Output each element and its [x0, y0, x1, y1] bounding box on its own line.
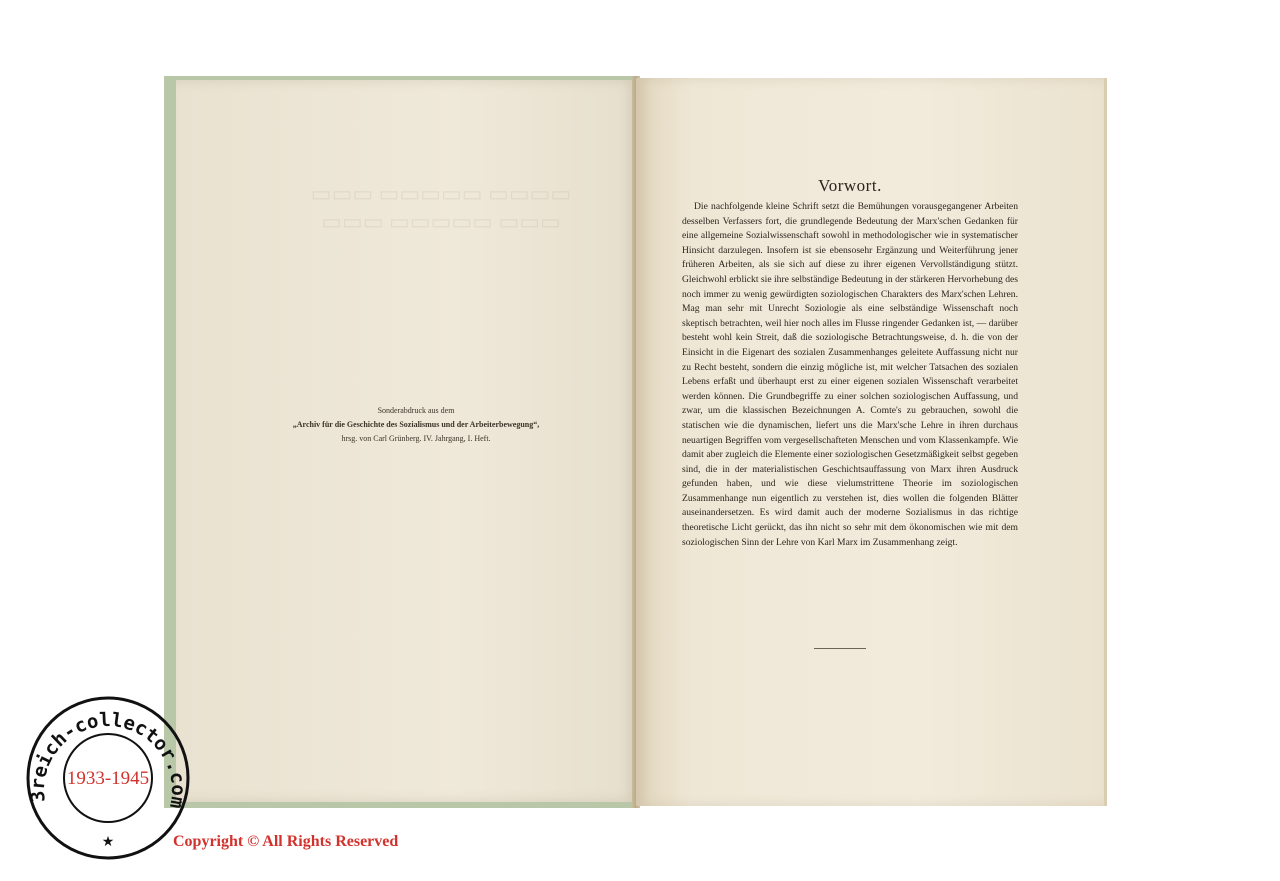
offprint-imprint — [216, 404, 616, 446]
imprint-line-3: hrsg. von Carl Grünberg. IV. Jahrgang, I. Heft. — [341, 434, 491, 443]
stamp-star-icon: ★ — [101, 835, 115, 850]
copyright-notice: Copyright © All Rights Reserved — [173, 833, 399, 850]
closing-rule — [814, 648, 866, 649]
bleed-through-text: ▭▭▭ ▭▭▭▭▭ ▭▭▭▭ ▭▭▭ ▭▭▭▭▭ ▭▭▭ — [310, 181, 572, 234]
imprint-line-1: Sonderabdruck aus dem — [377, 406, 455, 415]
collector-stamp — [24, 694, 192, 862]
foreword-body: Die nachfolgende kleine Schrift setzt die Bemühungen vorausgegangener Arbeiten desselben Verfassers fort, die grundlegende Bedeutung der Marx'schen Gedanken für eine allgemeine Sozialwissenschaft sowohl in methodologischer wie in systematischer Hinsicht darzulegen. Insofern ist sie ebensosehr Ergänzung und Weiterführung jener früheren Arbeiten, als sie sich auf diese zu ihrer eigenen Vervollständigung stützt. Gleichwohl erblickt sie ihre selbständige Bedeutung in der stärkeren Hervorhebung des noch immer zu wenig gewürdigten soziologischen Charakters des Marx'schen Lehren. Mag man sehr mit Unrecht Soziologie als eine selbständige Wissenschaft noch skeptisch betrachten, weil hier noch alles im Flusse ringender Gedanken ist, — darüber besteht wohl kein Streit, daß die soziologische Betrachtungsweise, d. h. die von der Einsicht in die Eigenart des sozialen Zusammenhanges geleitete Auffassung nicht nur zu Recht besteht, sondern die einzig mögliche ist, mit welcher Tatsachen des sozialen Lebens erfaßt und überhaupt erst zu einer eigenen sozialen Wissenschaft verarbeitet werden können. Die Grundbegriffe zu einer solchen soziologischen Auffassung, und zwar, um die klassischen Bezeichnungen A. Comte's zu gebrauchen, sowohl die statischen wie die dynamischen, liefert uns die Marx'sche Lehre in ihren durchaus neuartigen Begriffen vom vergesellschafteten Menschen und vom Klassenkampfe. Wie damit aber zugleich die Elemente einer soziologischen Gesetzmäßigkeit selbst gegeben sind, die in der materialistischen Geschichtsauffassung von Marx ihren Ausdruck gefunden haben, und wie diese vielumstrittene Theorie im soziologischen Zusammenhange nun eigentlich zu verstehen ist, dies wollen die folgenden Blätter auseinandersetzen. Es wird damit auch der moderne Sozialismus in das richtige theoretische Licht gerückt, das ihn nicht so sehr mit dem ökonomischen wie mit dem soziologischen Sinn der Lehre von Karl Marx im Zusammenhang zeigt. — [682, 201, 1018, 548]
foreword — [682, 176, 1018, 550]
stamp-url-text: 3reich-collector.com — [26, 708, 190, 811]
foreword-title: Vorwort. — [818, 176, 882, 195]
right-page — [636, 78, 1107, 806]
stamp-years: 1933-1945 — [66, 768, 150, 789]
left-page — [176, 80, 638, 802]
open-book — [164, 76, 1110, 808]
imprint-line-2: „Archiv für die Geschichte des Sozialismus und der Arbeiterbewegung“, — [292, 420, 540, 429]
